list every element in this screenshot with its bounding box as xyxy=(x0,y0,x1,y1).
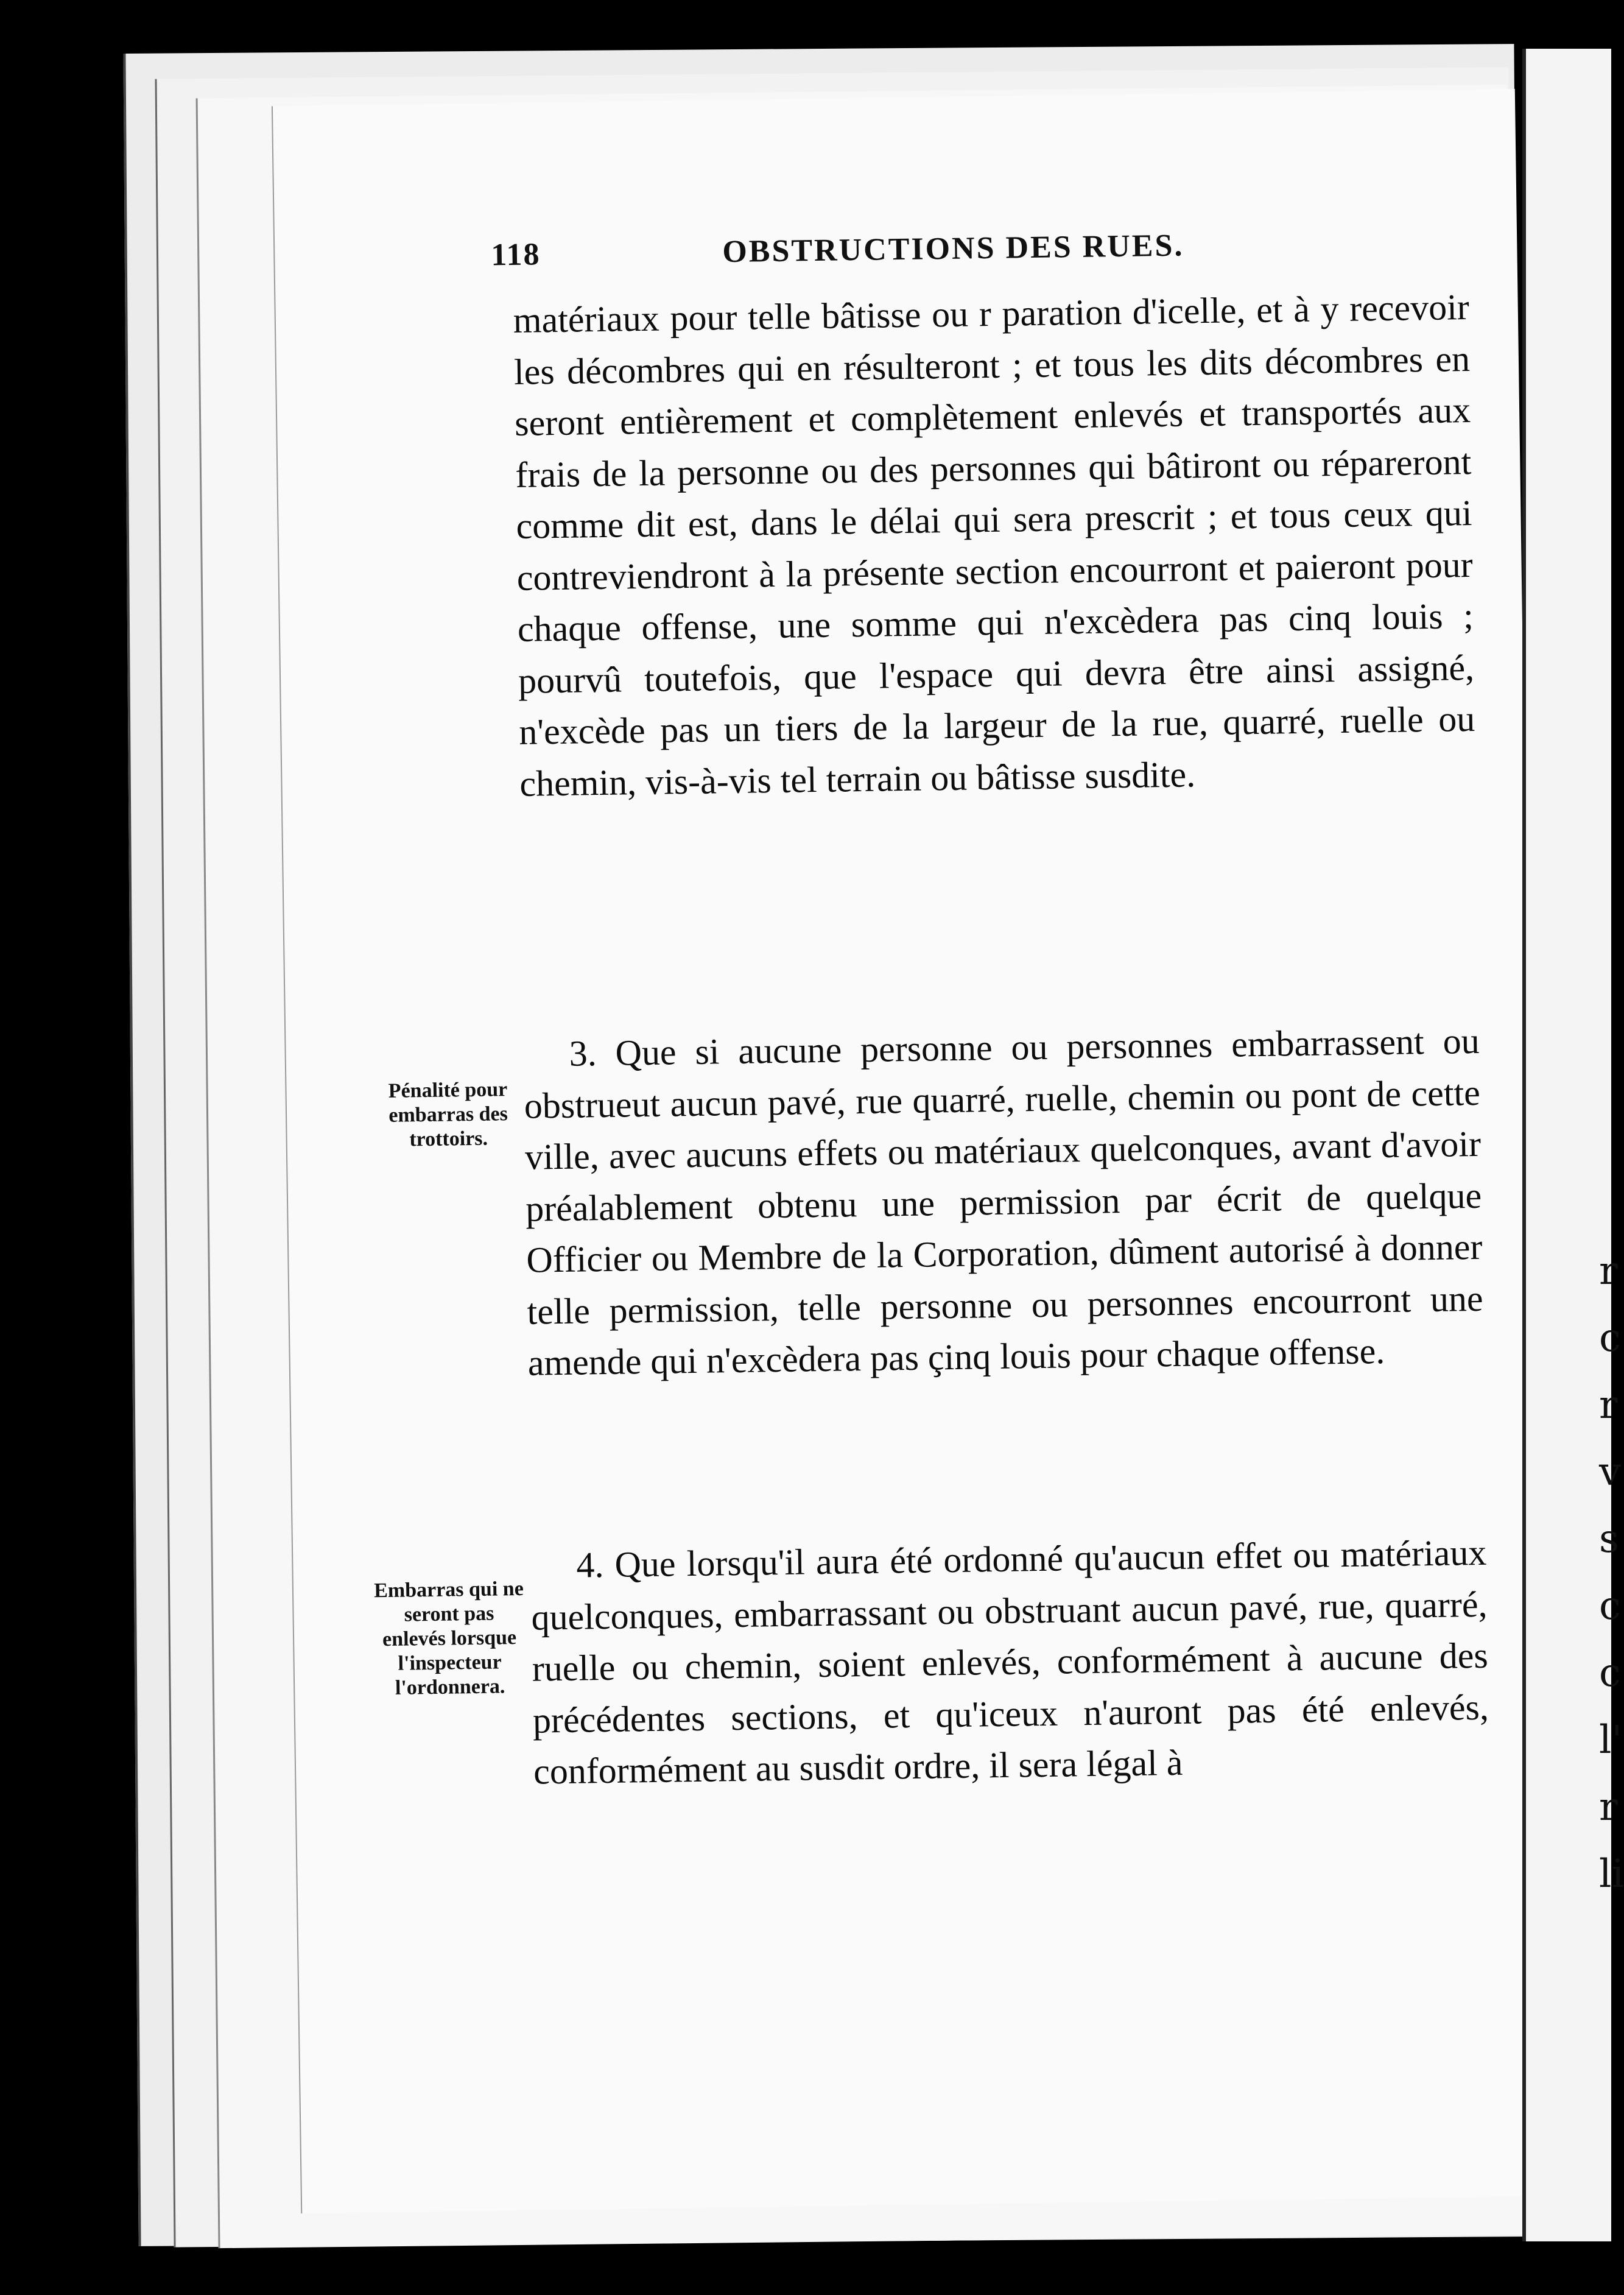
paragraph-2: 3. Que si aucune personne ou personnes embarrassent ou obstrueut aucun pavé, rue quarré, ruelle, chemin ou pont de cette ville, avec aucuns effets ou matériaux quelconques, avant d'avoir préalablement obtenu une permission par écrit de quelque Officier ou Membre de la Corporation, dûment autorisé à donner telle permission, telle personne ou personnes encourront une amende qui n'excèdera pas çinq louis pour chaque offense. xyxy=(524,1020,1483,1383)
paragraph-3: 4. Que lorsqu'il aura été ordonné qu'aucun effet ou matériaux quelconques, embarrassant ou obstruant aucun pavé, rue, quarré, ruelle ou chemin, soient enlevés, conformément à aucune des précédentes sections, et qu'iceux n'auront pas été enlevés, conformément au susdit ordre, il sera légal à xyxy=(531,1532,1489,1792)
margin-note-penalty: Pénalité pour embarras des trottoirs. xyxy=(388,1078,508,1151)
adjacent-page-fragment: v xyxy=(1599,1450,1622,1495)
margin-note-removal: Embarras qui ne seront pas enlevés lorsque l'inspecteur l'ordonnera. xyxy=(373,1577,524,1699)
adjacent-page-fragment: c xyxy=(1599,1316,1621,1361)
adjacent-page-fragment: li xyxy=(1599,1852,1624,1897)
running-title: OBSTRUCTIONS DES RUES. xyxy=(722,228,1184,270)
adjacent-page-edge xyxy=(1522,49,1624,2241)
adjacent-page-fragment: c xyxy=(1599,1584,1621,1629)
adjacent-page-fragment: r xyxy=(1599,1785,1618,1830)
adjacent-page-fragment: s xyxy=(1599,1517,1619,1562)
bleed-through-text xyxy=(387,420,508,442)
adjacent-page-fragment: c xyxy=(1599,1651,1621,1696)
page-number: 118 xyxy=(490,237,541,273)
paragraph-1: matériaux pour telle bâtisse ou r paration d'icelle, et à y recevoir les décombres qui en résulteront ; et tous les dits décombres en seront entièrement et complètement enlevés et transportés aux frais de la personne ou des personnes qui bâtiront ou répareront comme dit est, dans le délai qui sera prescrit ; et tous ceux qui contreviendront à la présente section encourront et paieront pour chaque offense, une somme qui n'excèdera pas cinq louis ; pourvû toutefois, que l'espace qui devra être ainsi assigné, n'excède pas un tiers de la largeur de la rue, quarré, ruelle ou chemin, vis-à-vis tel terrain ou bâtisse susdite. xyxy=(513,286,1475,804)
adjacent-page-fragment: l' xyxy=(1599,1718,1623,1763)
adjacent-page-fragment: r xyxy=(1599,1383,1618,1428)
page-header xyxy=(490,223,1496,273)
adjacent-page-fragment: r xyxy=(1599,1249,1618,1294)
book-page xyxy=(272,89,1544,2213)
